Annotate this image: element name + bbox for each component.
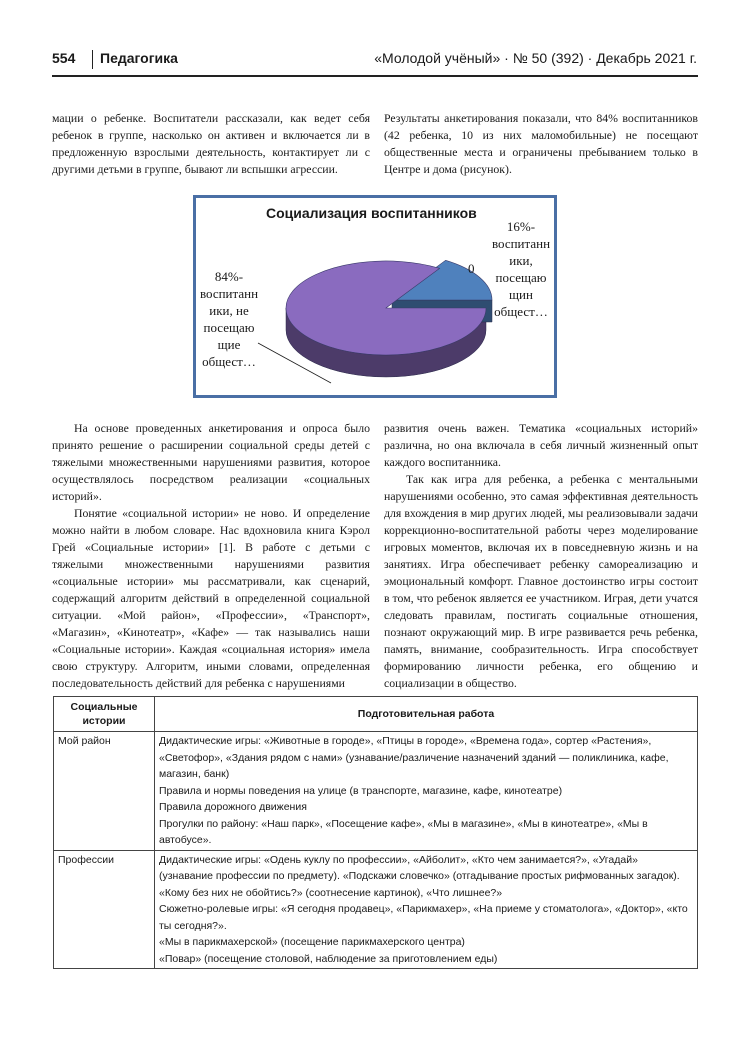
- paragraph: Понятие «социальной истории» не ново. И определение можно найти в любом словаре. Нас вдохновила книга Кэрол Грей «Социальные истории» [1]. В работе с детьми с тяжелыми множественными нарушениями развития «социальные истории» мы рассматривали, как сценарий, содержащий алгоритм действий в определенной социальной ситуации. «Мой район», «Профессии», «Транспорт», «Магазин», «Кинотеатр», «Кафе» — так назывались наши «Социальные истории». Каждая «социальная история» имела свою структуру. Алгоритм, иными словами, определенная последовательность действий для ребенка с нарушениями: [52, 506, 370, 690]
- work-line: Прогулки по району: «Наш парк», «Посещение кафе», «Мы в магазине», «Мы в кинотеатре», «Мы в автобусе».: [159, 817, 648, 846]
- work-line: Дидактические игры: «Одень куклу по профессии», «Айболит», «Кто чем занимается?», «Угадай» (узнавание профессии по предмету). «Подскажи словечко» (отгадывание простых рифмованных загадок). «Кому без них не обойтись?» (соотнесение картинок), «Что лишнее?»: [159, 853, 680, 899]
- journal-info: «Молодой учёный» · № 50 (392) · Декабрь 2021 г.: [374, 50, 697, 66]
- text-column-right-bottom: [384, 420, 698, 692]
- header-divider: [92, 50, 93, 69]
- work-line: Правила и нормы поведения на улице (в транспорте, магазине, кафе, кинотеатре): [159, 784, 563, 797]
- paragraph: мации о ребенке. Воспитатели рассказали, как ведет себя ребенок в группе, насколько он активен и включается ли в предложенную взрослыми деятельность, контактирует ли с другими детьми в группе, бывают ли вспышки агрессии.: [52, 111, 370, 176]
- topic-cell: Мой район: [54, 732, 155, 851]
- paragraph: На основе проведенных анкетирования и опроса было принято решение о расширении социальной среды детей с тяжелыми множественными нарушениями развития, которое осуществлялось посредством реализации «социальных историй».: [52, 421, 370, 503]
- work-line: «Повар» (посещение столовой, наблюдение за приготовлением еды): [159, 952, 498, 965]
- work-cell: [155, 732, 698, 851]
- topic-cell: Профессии: [54, 850, 155, 969]
- section-title: Педагогика: [100, 50, 178, 66]
- work-line: Правила дорожного движения: [159, 801, 307, 813]
- data-label-84: 84%-воспитанн ики, не посещаю щие общест…: [199, 269, 259, 369]
- running-header: [52, 50, 697, 72]
- table-header-row: [54, 697, 698, 732]
- text-column-right-top: [384, 110, 698, 178]
- pie-chart-figure: [193, 195, 557, 398]
- chart-title: Социализация воспитанников: [266, 205, 477, 221]
- data-label-16: 16%-воспитанн ики, посещаю щин общест…: [491, 219, 551, 319]
- column-header-topic: Социальные истории: [54, 697, 155, 732]
- paragraph: развития очень важен. Тематика «социальных историй» различна, но она включала в себя личный жизненный опыт каждого воспитанника.: [384, 421, 698, 469]
- paragraph: Результаты анкетирования показали, что 84% воспитанников (42 ребенка, 10 из них маломобильные) не посещают общественные места и ограничены пребыванием только в Центре и дома (рисунок).: [384, 111, 698, 176]
- paragraph: Так как игра для ребенка, а ребенка с ментальными нарушениями особенно, это самая эффективная деятельность для вхождения в мир других людей, мы реализовывали задачи коррекционно-воспитательной работы через моделирование игровых моментов, включая их в повседневную жизнь и на занятиях. Игра обеспечивает ребенку самореализацию и эмоциональный комфорт. Главное достоинство игры состоит в том, что ребенок является ее участником. Играя, дети учатся следовать правилам, постигать социальные отношения, познают окружающий мир. В игре развивается речь ребенка, память, внимание, сообразительность. Игра способствует формированию личности ребенка, его общению и социализации в общество.: [384, 472, 698, 690]
- data-label-extra: 0: [468, 261, 475, 276]
- work-line: Дидактические игры: «Животные в городе», «Птицы в городе», «Времена года», сортер «Растения», «Светофор», «Здания рядом с нами» (узнавание/различение назначений зданий — поликлиника, кафе, магазин, банк): [159, 735, 669, 780]
- table-row: [54, 850, 698, 969]
- column-header-work: Подготовительная работа: [155, 697, 698, 732]
- table-row: [54, 732, 698, 851]
- text-column-left-bottom: [52, 420, 370, 692]
- work-line: «Мы в парикмахерской» (посещение парикмахерского центра): [159, 936, 465, 948]
- page-number: 554: [52, 50, 76, 66]
- pie-chart: [196, 198, 554, 395]
- preparatory-work-table: [53, 696, 698, 969]
- work-cell: [155, 850, 698, 969]
- work-line: Сюжетно-ролевые игры: «Я сегодня продавец», «Парикмахер», «На приеме у стоматолога», «Доктор», «кто ты сегодня?».: [159, 903, 688, 932]
- text-column-left-top: [52, 110, 370, 178]
- header-rule: [52, 75, 698, 77]
